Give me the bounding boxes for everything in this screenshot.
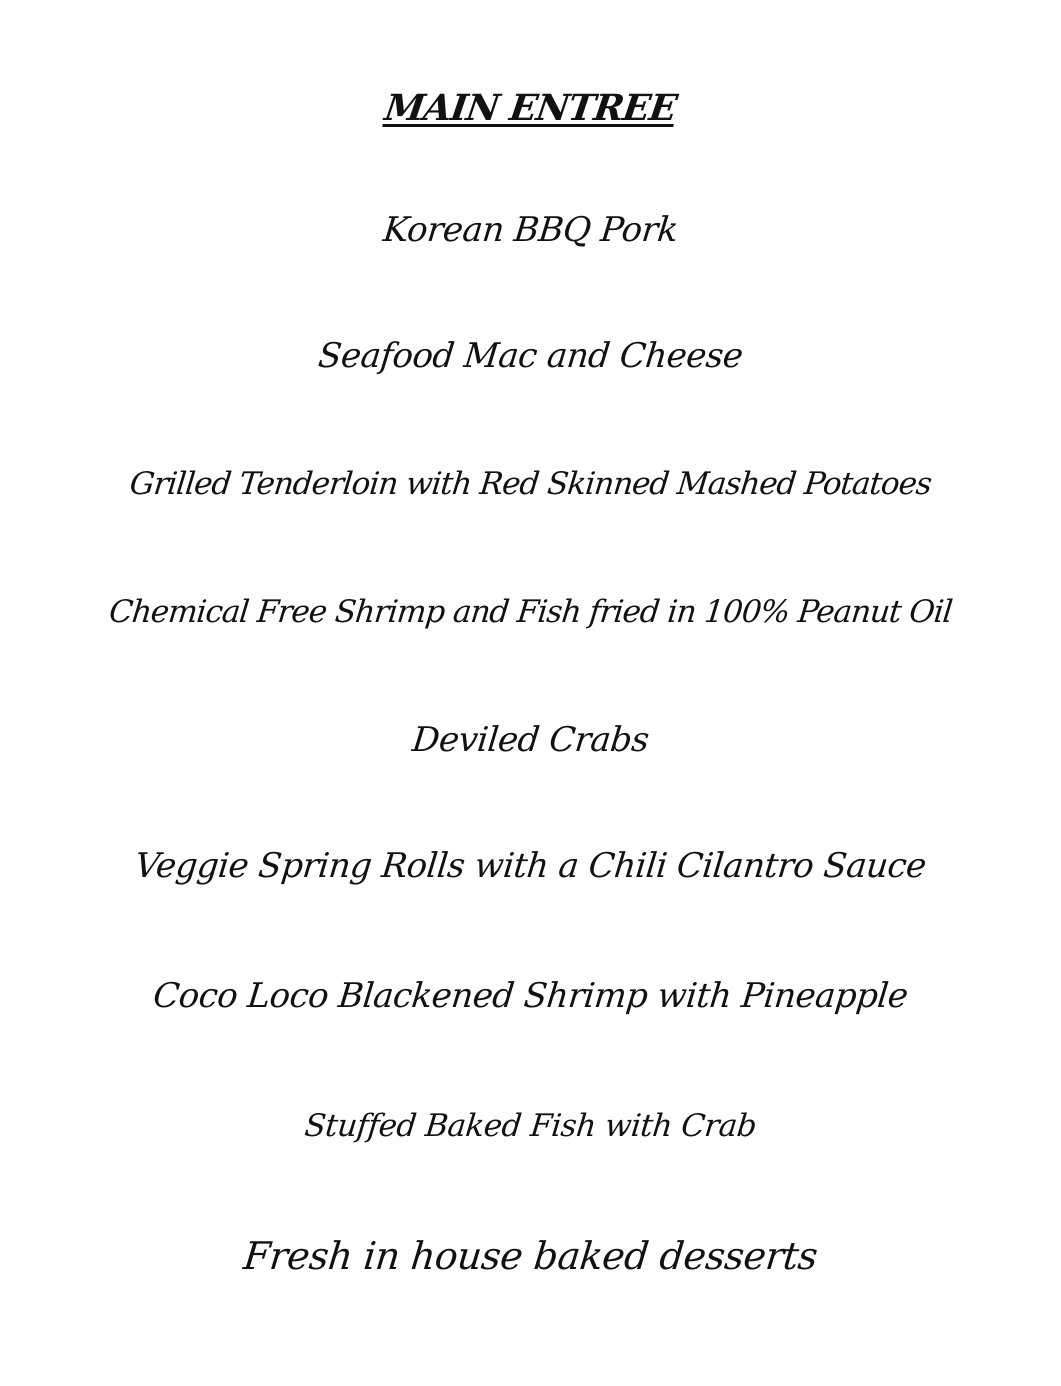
menu-item-coco-loco-shrimp: Coco Loco Blackened Shrimp with Pineapple xyxy=(151,976,910,1016)
menu-item-korean-bbq-pork: Korean BBQ Pork xyxy=(381,210,680,250)
menu-item-seafood-mac-and-cheese: Seafood Mac and Cheese xyxy=(316,336,745,376)
menu-item-veggie-spring-rolls: Veggie Spring Rolls with a Chili Cilantro Sauce xyxy=(133,846,928,886)
menu-item-deviled-crabs: Deviled Crabs xyxy=(410,720,651,760)
menu-item-desserts: Fresh in house baked desserts xyxy=(241,1234,820,1278)
menu-item-grilled-tenderloin: Grilled Tenderloin with Red Skinned Mashed Potatoes xyxy=(128,466,933,502)
menu-item-stuffed-baked-fish: Stuffed Baked Fish with Crab xyxy=(302,1108,759,1144)
menu-item-shrimp-and-fish: Chemical Free Shrimp and Fish fried in 100% Peanut Oil xyxy=(107,594,954,630)
menu-heading: MAIN ENTREE xyxy=(382,87,679,129)
